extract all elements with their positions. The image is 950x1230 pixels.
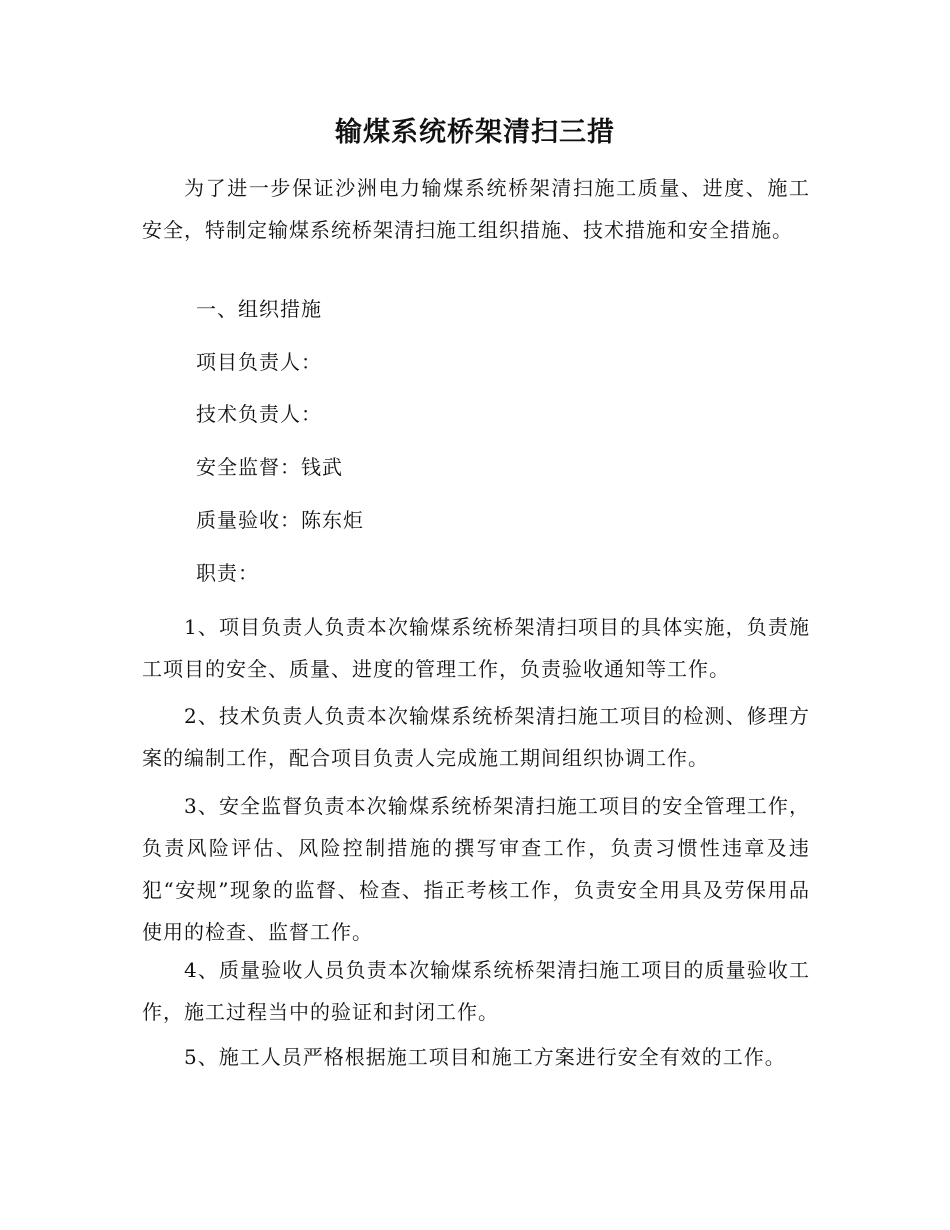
- field-responsibilities: 职责：: [196, 561, 259, 585]
- document-title: 输煤系统桥架清扫三措: [335, 117, 615, 148]
- field-project-lead: 项目负责人：: [196, 350, 322, 374]
- duty-paragraph-4: 4、质量验收人员负责本次输煤系统桥架清扫施工项目的质量验收工作，施工过程当中的验证和封闭工作。: [142, 958, 810, 1024]
- duty-paragraph-1: 1、项目负责人负责本次输煤系统桥架清扫项目的具体实施，负责施工项目的安全、质量、进度的管理工作，负责验收通知等工作。: [142, 615, 810, 681]
- field-technical-lead: 技术负责人：: [196, 402, 322, 426]
- field-quality-acceptance: 质量验收：陈东炬: [196, 508, 364, 532]
- duty-paragraph-5: 5、施工人员严格根据施工项目和施工方案进行安全有效的工作。: [184, 1045, 786, 1069]
- intro-paragraph: 为了进一步保证沙洲电力输煤系统桥架清扫施工质量、进度、施工安全，特制定输煤系统桥架清扫施工组织措施、技术措施和安全措施。: [142, 176, 810, 242]
- duty-paragraph-2: 2、技术负责人负责本次输煤系统桥架清扫施工项目的检测、修理方案的编制工作，配合项目负责人完成施工期间组织协调工作。: [142, 704, 810, 770]
- duty-paragraph-3: 3、安全监督负责本次输煤系统桥架清扫施工项目的安全管理工作，负责风险评估、风险控制措施的撰写审查工作，负责习惯性违章及违犯“安规”现象的监督、检查、指正考核工作，负责安全用具及劳保用品使用的检查、监督工作。: [142, 794, 810, 944]
- field-safety-supervisor: 安全监督：钱武: [196, 455, 343, 479]
- section-heading: 一、组织措施: [196, 297, 322, 321]
